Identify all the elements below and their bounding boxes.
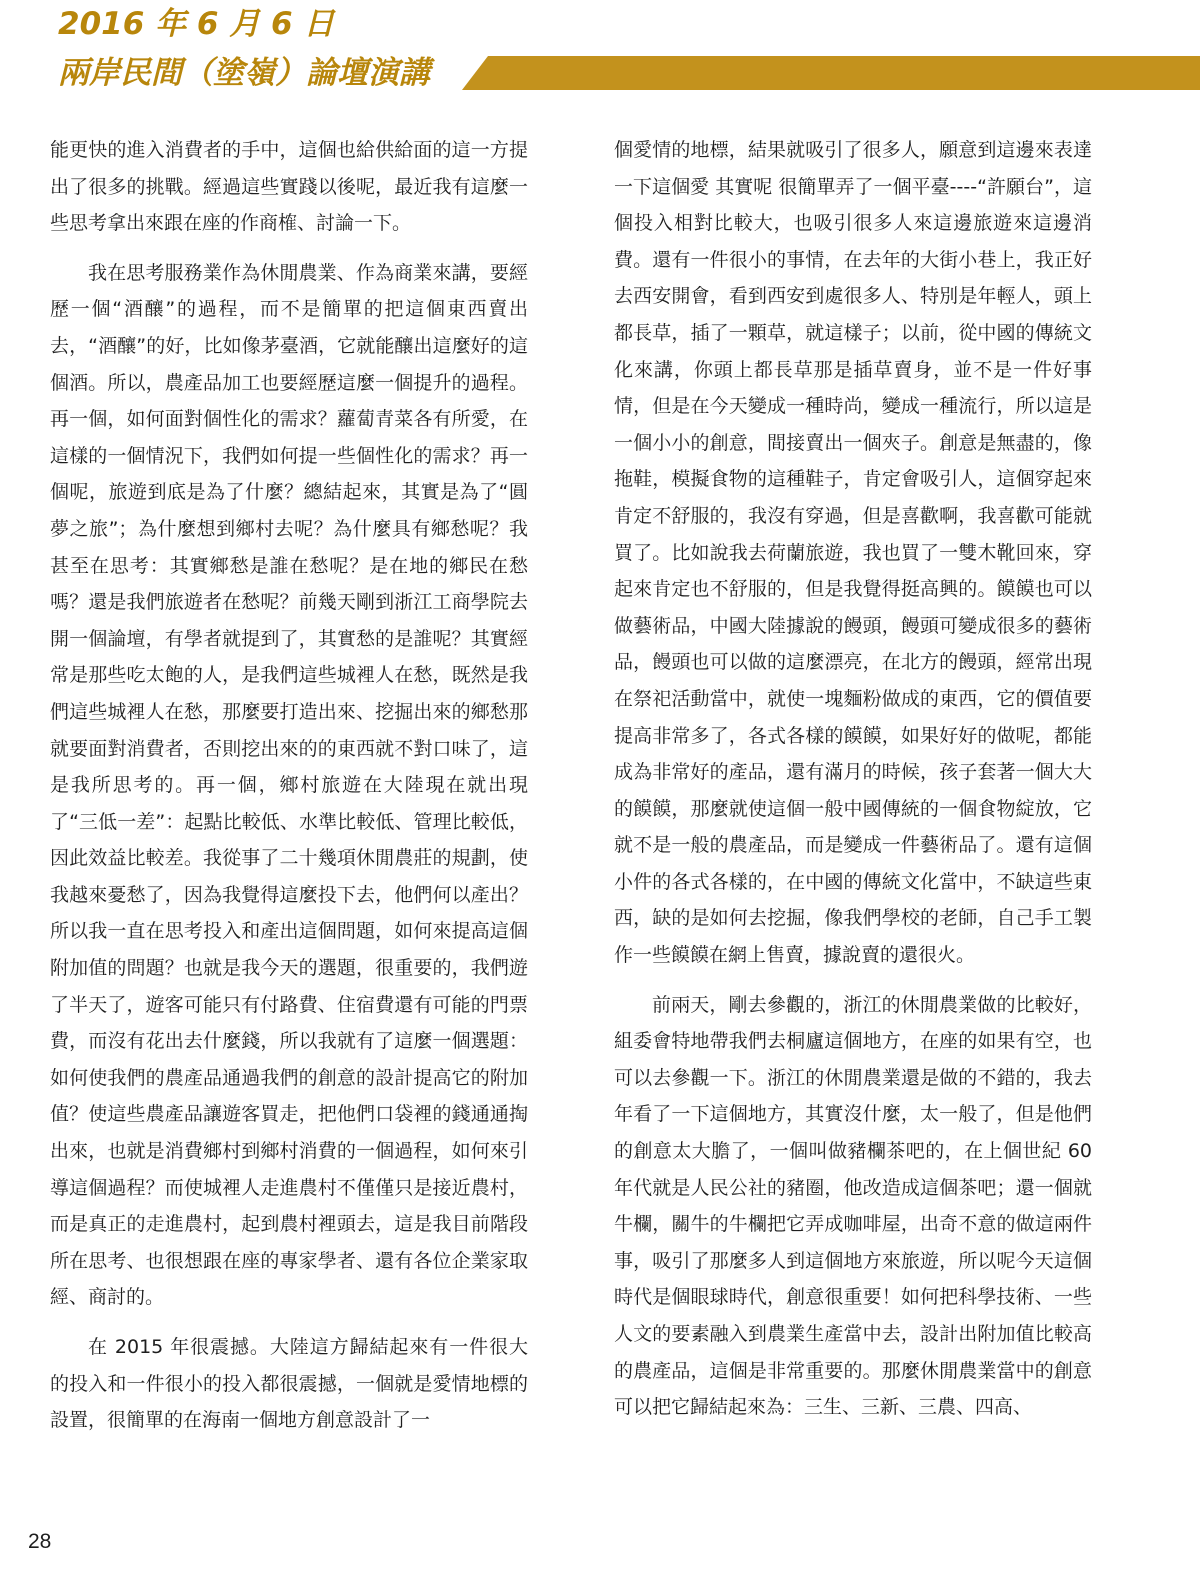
header-title: 兩岸民間（塗嶺）論壇演講	[58, 55, 430, 91]
paragraph: 能更快的進入消費者的手中，這個也給供給面的這一方提出了很多的挑戰。經過這些實踐以後呢，最近我有這麼一些思考拿出來跟在座的作商榷、討論一下。	[50, 139, 528, 235]
header-accent-bar	[462, 56, 1200, 90]
header-date: 2016 年 6 月 6 日	[58, 6, 335, 42]
page-header	[0, 0, 1200, 100]
paragraph: 個愛情的地標，結果就吸引了很多人，願意到這邊來表達一下這個愛 其實呢 很簡單弄了一個平臺----“許願台”，這個投入相對比較大，也吸引很多人來這邊旅遊來這邊消費。還有一件很小的事情，在去年的大街小巷上，我正好去西安開會，看到西安到處很多人、特別是年輕人，頭上都長草，插了一顆草，就這樣子；以前，從中國的傳統文化來講，你頭上都長草那是插草賣身，並不是一件好事情，但是在今天變成一種時尚，變成一種流行，所以這是一個小小的創意，間接賣出一個夾子。創意是無盡的，像拖鞋，模擬食物的這種鞋子，肯定會吸引人，這個穿起來肯定不舒服的，我沒有穿過，但是喜歡啊，我喜歡可能就買了。比如說我去荷蘭旅遊，我也買了一雙木靴回來，穿起來肯定也不舒服的，但是我覺得挺高興的。饃饃也可以做藝術品，中國大陸據說的饅頭，饅頭可變成很多的藝術品，饅頭也可以做的這麼漂亮，在北方的饅頭，經常出現在祭祀活動當中，就使一塊麵粉做成的東西，它的價值要提高非常多了，各式各樣的饃饃，如果好好的做呢，都能成為非常好的產品，還有滿月的時候，孩子套著一個大大的饃饃，那麼就使這個一般中國傳統的一個食物綻放，它就不是一般的農產品，而是變成一件藝術品了。還有這個小件的各式各樣的，在中國的傳統文化當中，不缺這些東西，缺的是如何去挖掘，像我們學校的老師，自己手工製作一些饃饃在網上售賣，據說賣的還很火。	[614, 139, 1092, 967]
left-column	[50, 132, 528, 1452]
right-column	[614, 132, 1092, 1439]
paragraph: 我在思考服務業作為休閒農業、作為商業來講，要經歷一個“酒釀”的過程，而不是簡單的把這個東西賣出去，“酒釀”的好，比如像茅臺酒，它就能釀出這麼好的這個酒。所以，農產品加工也要經歷這麼一個提升的過程。再一個，如何面對個性化的需求？蘿蔔青菜各有所愛，在這樣的一個情況下，我們如何提一些個性化的需求？再一個呢，旅遊到底是為了什麼？總結起來，其實是為了“圓夢之旅”；為什麼想到鄉村去呢？為什麼具有鄉愁呢？我甚至在思考：其實鄉愁是誰在愁呢？是在地的鄉民在愁嗎？還是我們旅遊者在愁呢？前幾天剛到浙江工商學院去開一個論壇，有學者就提到了，其實愁的是誰呢？其實經常是那些吃太飽的人，是我們這些城裡人在愁，既然是我們這些城裡人在愁，那麼要打造出來、挖掘出來的鄉愁那就要面對消費者，否則挖出來的的東西就不對口味了，這是我所思考的。再一個，鄉村旅遊在大陸現在就出現了“三低一差”：起點比較低、水準比較低、管理比較低，因此效益比較差。我從事了二十幾項休閒農莊的規劃，使我越來憂愁了，因為我覺得這麼投下去，他們何以產出？所以我一直在思考投入和產出這個問題，如何來提高這個附加值的問題？也就是我今天的選題，很重要的，我們遊了半天了，遊客可能只有付路費、住宿費還有可能的門票費，而沒有花出去什麼錢，所以我就有了這麼一個選題：如何使我們的農產品通過我們的創意的設計提高它的附加值？使這些農產品讓遊客買走，把他們口袋裡的錢通通掏出來，也就是消費鄉村到鄉村消費的一個過程，如何來引導這個過程？而使城裡人走進農村不僅僅只是接近農村，而是真正的走進農村，起到農村裡頭去，這是我目前階段所在思考、也很想跟在座的專家學者、還有各位企業家取經、商討的。	[50, 261, 528, 1309]
page-number: 28	[28, 1530, 52, 1553]
paragraph: 前兩天，剛去參觀的，浙江的休閒農業做的比較好，組委會特地帶我們去桐廬這個地方，在座的如果有空，也可以去參觀一下。浙江的休閒農業還是做的不錯的，我去年看了一下這個地方，其實沒什麼，太一般了，但是他們的創意太大膽了，一個叫做豬欄茶吧的，在上個世紀 60 年代就是人民公社的豬圈，他改造成這個茶吧；還一個就牛欄，關牛的牛欄把它弄成咖啡屋，出奇不意的做這兩件事，吸引了那麼多人到這個地方來旅遊，所以呢今天這個時代是個眼球時代，創意很重要！如何把科學技術、一些人文的要素融入到農業生產當中去，設計出附加值比較高的農產品，這個是非常重要的。那麼休閒農業當中的創意可以把它歸結起來為：三生、三新、三農、四高、	[614, 993, 1092, 1419]
paragraph: 在 2015 年很震撼。大陸這方歸結起來有一件很大的投入和一件很小的投入都很震撼，一個就是愛情地標的設置，很簡單的在海南一個地方創意設計了一	[50, 1336, 528, 1432]
